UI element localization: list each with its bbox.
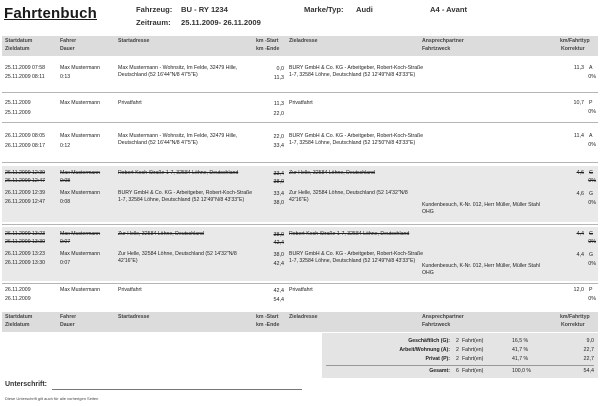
km-value: 4,6 — [576, 191, 584, 197]
dest-address: Privatfahrt — [289, 100, 313, 106]
driver: Max Mustermann — [60, 287, 101, 293]
km-value-original: 4,4 — [576, 231, 584, 237]
correction: 0% — [588, 261, 596, 267]
km-end: 11,3 — [273, 75, 284, 81]
summary-total-row — [322, 367, 598, 376]
dest-address: BURY GmbH & Co. KG - Arbeitgeber, Robert-Koch-Straße 1-7, 32584 Löhne, Deutschland (52 12'50"N/8 43'33"E) — [289, 133, 424, 146]
summary-count: 2 — [456, 338, 459, 344]
start-datetime: 26.11.2009 08:05 — [5, 133, 45, 139]
dest-address: Privatfahrt — [289, 287, 313, 293]
correction: 0% — [588, 74, 596, 80]
summary-count: 2 — [456, 356, 459, 362]
col-startdatum: Startdatum — [5, 38, 33, 44]
correction-original: 0% — [588, 178, 596, 184]
km-value: 10,7 — [573, 100, 584, 106]
km-end: 33,4 — [273, 143, 284, 149]
modell-value: A4 - Avant — [430, 5, 467, 14]
driver-original: Max Mustermann — [60, 231, 101, 237]
summary-count: 2 — [456, 347, 459, 353]
end-datetime: 26.11.2009 12:47 — [5, 199, 45, 205]
end-datetime: 25.11.2009 — [5, 110, 31, 116]
driver: Max Mustermann — [60, 133, 101, 139]
start-address-original: Robert-Koch-Straße 1-7, 32584 Löhne, Deutschland — [118, 170, 239, 176]
summary-km: 54,4 — [583, 368, 594, 374]
start-address: Privatfahrt — [118, 100, 142, 106]
km-end: 38,0 — [273, 200, 284, 206]
km-value: 11,3 — [573, 65, 584, 71]
summary-box — [322, 333, 598, 378]
signature-line — [52, 389, 302, 390]
km-value: 11,4 — [573, 133, 584, 139]
row-divider — [2, 122, 598, 123]
summary-km: 22,7 — [583, 347, 594, 353]
dest-address: Zur Helle, 32584 Löhne, Deutschland (52 14'32"N/8 42'16"E) — [289, 190, 408, 203]
correction: 0% — [588, 109, 596, 115]
correction: 0% — [588, 296, 596, 302]
col-startadresse: Startadresse — [118, 38, 150, 44]
km-start: 11,3 — [273, 101, 284, 107]
summary-row — [322, 346, 598, 355]
km-value-original: 4,6 — [576, 170, 584, 176]
correction: 0% — [588, 142, 596, 148]
trip-type: P — [589, 287, 593, 293]
row-divider — [2, 224, 598, 225]
col-fahrtzweck: Fahrtzweck — [422, 322, 451, 328]
table-row — [2, 60, 598, 92]
col-km-ende: km -Ende — [256, 46, 280, 52]
col-ansprechpartner: Ansprechpartner — [422, 314, 464, 320]
start-address: BURY GmbH & Co. KG - Arbeitgeber, Robert-Koch-Straße 1-7, 32584 Löhne, Deutschland (52 12'49"N/8 43'33"E) — [118, 190, 253, 203]
zeitraum-label: Zeitraum: — [136, 18, 171, 27]
trip-type: P — [589, 100, 593, 106]
col-zieladresse: Zieladresse — [289, 314, 318, 320]
column-header-top — [2, 36, 598, 56]
start-address-original: Zur Helle, 32584 Löhne, Deutschland — [118, 231, 204, 237]
summary-label: Gesamt: — [429, 368, 450, 374]
km-value: 12,0 — [573, 287, 584, 293]
driver: Max Mustermann — [60, 190, 101, 196]
km-end-original: 42,4 — [273, 240, 284, 246]
row-divider — [2, 92, 598, 93]
signature-label: Unterschrift: — [5, 381, 48, 388]
km-value: 4,4 — [576, 252, 584, 258]
summary-row — [322, 355, 598, 364]
summary-label: Privat (P): — [425, 356, 450, 362]
summary-percent: 41,7 % — [512, 347, 529, 353]
col-startdatum: Startdatum — [5, 314, 33, 320]
end-datetime: 26.11.2009 13:30 — [5, 260, 45, 266]
col-km-ende: km -Ende — [256, 322, 280, 328]
col-ansprechpartner: Ansprechpartner — [422, 38, 464, 44]
dest-address-original: Zur Helle, 32584 Löhne, Deutschland — [289, 170, 375, 176]
col-korrektur: Korrektur — [561, 322, 585, 328]
end-datetime-original: 26.11.2009 13:30 — [5, 239, 45, 245]
summary-percent: 16,5 % — [512, 338, 529, 344]
contact-purpose: Kundenbesuch, K-Nr. 012, Herr Müller, Müller Stahl OHG — [422, 202, 540, 215]
km-start: 38,0 — [273, 252, 284, 258]
km-start-original: 33,4 — [273, 171, 284, 177]
correction-original: 0% — [588, 239, 596, 245]
trip-type-original: G — [589, 170, 594, 176]
duration: 0:13 — [60, 74, 71, 80]
duration: 0:12 — [60, 143, 71, 149]
col-dauer: Dauer — [60, 322, 75, 328]
trip-type: A — [589, 65, 593, 71]
page-title: Fahrtenbuch — [4, 5, 98, 22]
km-end: 42,4 — [273, 261, 284, 267]
end-datetime: 26.11.2009 — [5, 296, 31, 302]
column-header-bottom — [2, 312, 598, 332]
table-row — [2, 126, 598, 160]
table-row-corrected — [2, 227, 598, 281]
col-km-fahrtyp: km/Fahrttyp — [560, 314, 590, 320]
summary-percent: 100,0 % — [512, 368, 532, 374]
col-fahrer: Fahrer — [60, 314, 77, 320]
marke-label: Marke/Typ: — [304, 5, 344, 14]
start-datetime: 26.11.2009 — [5, 287, 31, 293]
end-datetime: 26.11.2009 08:17 — [5, 143, 45, 149]
col-fahrer: Fahrer — [60, 38, 77, 44]
zeitraum-value: 25.11.2009- 26.11.2009 — [181, 18, 261, 27]
km-start: 0,0 — [276, 66, 284, 72]
summary-count: 6 — [456, 368, 459, 374]
start-datetime: 26.11.2009 12:39 — [5, 190, 45, 196]
start-address: Max Mustermann - Wohnsitz, Im Felde, 32479 Hille, Deutschland (52 16'44"N/8 47'5"E) — [118, 133, 238, 146]
start-datetime: 25.11.2009 07:58 — [5, 65, 45, 71]
col-zieldatum: Zieldatum — [5, 46, 30, 52]
summary-row — [322, 337, 598, 346]
col-zieladresse: Zieladresse — [289, 38, 318, 44]
start-datetime: 25.11.2009 — [5, 100, 31, 106]
km-start: 33,4 — [273, 191, 284, 197]
summary-km: 9,0 — [586, 338, 594, 344]
summary-percent: 41,7 % — [512, 356, 529, 362]
start-datetime-original: 26.11.2009 13:23 — [5, 231, 45, 237]
driver-original: Max Mustermann — [60, 170, 101, 176]
km-start: 22,0 — [273, 134, 284, 140]
fahrzeug-label: Fahrzeug: — [136, 5, 173, 14]
km-start-original: 38,0 — [273, 232, 284, 238]
col-startadresse: Startadresse — [118, 314, 150, 320]
dest-address-original: Robert-Koch-Straße 1-7, 32584 Löhne, Deutschland — [289, 231, 410, 237]
col-korrektur: Korrektur — [561, 46, 585, 52]
duration-original: 0:08 — [60, 178, 71, 184]
trip-type: G — [589, 191, 594, 197]
summary-label: Geschäftlich (G): — [408, 338, 450, 344]
end-datetime-original: 26.11.2009 12:47 — [5, 178, 45, 184]
trip-type: G — [589, 252, 594, 258]
driver: Max Mustermann — [60, 100, 101, 106]
col-km-fahrtyp: km/Fahrttyp — [560, 38, 590, 44]
col-fahrtzweck: Fahrtzweck — [422, 46, 451, 52]
summary-unit: Fahrt(en) — [462, 356, 484, 362]
col-km-start: km -Start — [256, 38, 279, 44]
col-dauer: Dauer — [60, 46, 75, 52]
km-end: 22,0 — [273, 111, 284, 117]
summary-unit: Fahrt(en) — [462, 338, 484, 344]
driver: Max Mustermann — [60, 251, 101, 257]
duration: 0:08 — [60, 199, 71, 205]
end-datetime: 25.11.2009 08:11 — [5, 74, 45, 80]
duration-original: 0:07 — [60, 239, 71, 245]
fahrzeug-value: BU - RY 1234 — [181, 5, 228, 14]
start-datetime: 26.11.2009 13:23 — [5, 251, 45, 257]
km-end: 54,4 — [273, 297, 284, 303]
contact-purpose: Kundenbesuch, K-Nr. 012, Herr Müller, Müller Stahl OHG — [422, 263, 540, 276]
dest-address: BURY GmbH & Co. KG - Arbeitgeber, Robert-Koch-Straße 1-7, 32584 Löhne, Deutschland (52 12'49"N/8 43'33"E) — [289, 65, 424, 78]
summary-label: Arbeit/Wohnung (A): — [399, 347, 450, 353]
duration: 0:07 — [60, 260, 71, 266]
table-row — [2, 284, 598, 311]
dest-address: BURY GmbH & Co. KG - Arbeitgeber, Robert-Koch-Straße 1-7, 32584 Löhne, Deutschland (52 12'49"N/8 43'33"E) — [289, 251, 424, 264]
start-address: Max Mustermann - Wohnsitz, Im Felde, 32479 Hille, Deutschland (52 16'44"N/8 47'5"E) — [118, 65, 238, 78]
km-start: 42,4 — [273, 288, 284, 294]
driver: Max Mustermann — [60, 65, 101, 71]
row-divider — [2, 162, 598, 163]
summary-divider — [326, 365, 594, 366]
summary-km: 22,7 — [583, 356, 594, 362]
col-km-start: km -Start — [256, 314, 279, 320]
trip-type-original: G — [589, 231, 594, 237]
start-address: Privatfahrt — [118, 287, 142, 293]
correction: 0% — [588, 200, 596, 206]
table-row-corrected — [2, 166, 598, 222]
summary-unit: Fahrt(en) — [462, 368, 484, 374]
start-address: Zur Helle, 32584 Löhne, Deutschland (52 14'32"N/8 42'16"E) — [118, 251, 237, 264]
signature-note: Diese Unterschrift gilt auch für alle vorherigen Seiten — [5, 396, 99, 401]
km-end-original: 38,0 — [273, 179, 284, 185]
table-row — [2, 94, 598, 122]
col-zieldatum: Zieldatum — [5, 322, 30, 328]
trip-type: A — [589, 133, 593, 139]
summary-unit: Fahrt(en) — [462, 347, 484, 353]
marke-value: Audi — [356, 5, 373, 14]
start-datetime-original: 26.11.2009 12:39 — [5, 170, 45, 176]
